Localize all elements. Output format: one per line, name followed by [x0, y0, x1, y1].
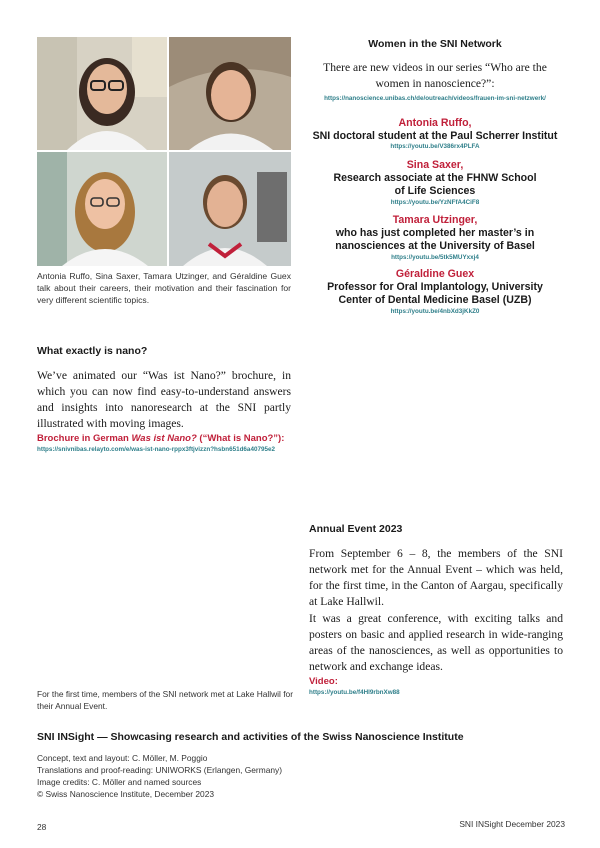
- colophon-line: © Swiss Nanoscience Institute, December 2023: [37, 789, 215, 799]
- person-video-link-geraldine-guex[interactable]: https://youtu.be/4nbXd3jKkZ0: [390, 308, 480, 315]
- colophon-line: Image credits: C. Möller and named sources: [37, 777, 202, 787]
- annual-photo-caption: For the first time, members of the SNI network met at Lake Hallwil for their Annual Event.: [37, 689, 293, 711]
- portrait-tamara-utzinger: [37, 152, 167, 266]
- person-video-link-sina-saxer[interactable]: https://youtu.be/YzNFfA4CiF8: [390, 199, 480, 206]
- person-role-sina-saxer: Research associate at the FHNW School of Life Sciences: [333, 172, 537, 197]
- portrait-antonia-ruffo: [37, 37, 167, 150]
- person-role-antonia-ruffo: SNI doctoral student at the Paul Scherrer Institut: [312, 130, 558, 142]
- portrait-sina-saxer: [169, 37, 291, 150]
- person-role-geraldine-guex: Professor for Oral Implantology, University Center of Dental Medicine Basel (UZB): [327, 281, 543, 306]
- colophon-title: SNI INSight — Showcasing research and activities of the Swiss Nanoscience Institute: [37, 731, 464, 743]
- portrait-geraldine-guex: [169, 152, 291, 266]
- women-series-link[interactable]: https://nanoscience.unibas.ch/de/outreach/videos/frauen-im-sni-netzwerk/: [324, 95, 546, 102]
- annual-video-link[interactable]: https://youtu.be/f4Hl9rbnXw88: [309, 689, 400, 696]
- colophon-line: Translations and proof-reading: UNIWORKS (Erlangen, Germany): [37, 765, 282, 775]
- person-name-sina-saxer: Sina Saxer,: [406, 159, 464, 171]
- women-intro: There are new videos in our series “Who are the women in nanoscience?”:: [323, 61, 547, 90]
- person-role-tamara-utzinger: who has just completed her master’s in nanosciences at the University of Basel: [335, 227, 535, 252]
- photo-caption: Antonia Ruffo, Sina Saxer, Tamara Utzinger, and Géraldine Guex talk about their careers, their motivation and their fascination for very different scientific topics.: [37, 271, 291, 305]
- annual-paragraph-1: From September 6 – 8, the members of the SNI network met for the Annual Event – which was held, for the first time, in the Canton of Aargau, specifically at Lake Hallwil.: [309, 547, 563, 608]
- person-video-link-antonia-ruffo[interactable]: https://youtu.be/V386rx4PLFA: [390, 143, 480, 150]
- person-name-geraldine-guex: Géraldine Guex: [395, 268, 475, 280]
- brochure-link[interactable]: https://snivnibas.relayto.com/e/was-ist-nano-rppx3ftjvizzn?hsbn651d6a40795e2: [37, 446, 275, 453]
- nano-body: We’ve animated our “Was ist Nano?” brochure, in which you can now find easy-to-understand answers and insights into nanoresearch at the SNI partly illustrated with moving images.: [37, 369, 291, 430]
- women-section-title: Women in the SNI Network: [368, 38, 502, 50]
- publication-name: SNI INSight December 2023: [459, 819, 565, 829]
- person-name-antonia-ruffo: Antonia Ruffo,: [398, 117, 472, 129]
- nano-section-title: What exactly is nano?: [37, 345, 148, 357]
- annual-video-label: Video:: [309, 676, 338, 687]
- colophon-line: Concept, text and layout: C. Möller, M. Poggio: [37, 753, 208, 763]
- annual-section-title: Annual Event 2023: [309, 523, 403, 535]
- person-name-tamara-utzinger: Tamara Utzinger,: [392, 214, 478, 226]
- annual-paragraph-2: It was a great conference, with exciting talks and posters on basic and applied research in wide-ranging areas of the nanosciences, as well as opportunities to network and exchange ideas.: [309, 612, 563, 673]
- brochure-label: Brochure in German Was ist Nano? (“What is Nano?”):: [37, 433, 285, 444]
- page-number: 28: [37, 822, 47, 832]
- person-video-link-tamara-utzinger[interactable]: https://youtu.be/5tk5MUYxxj4: [391, 254, 479, 261]
